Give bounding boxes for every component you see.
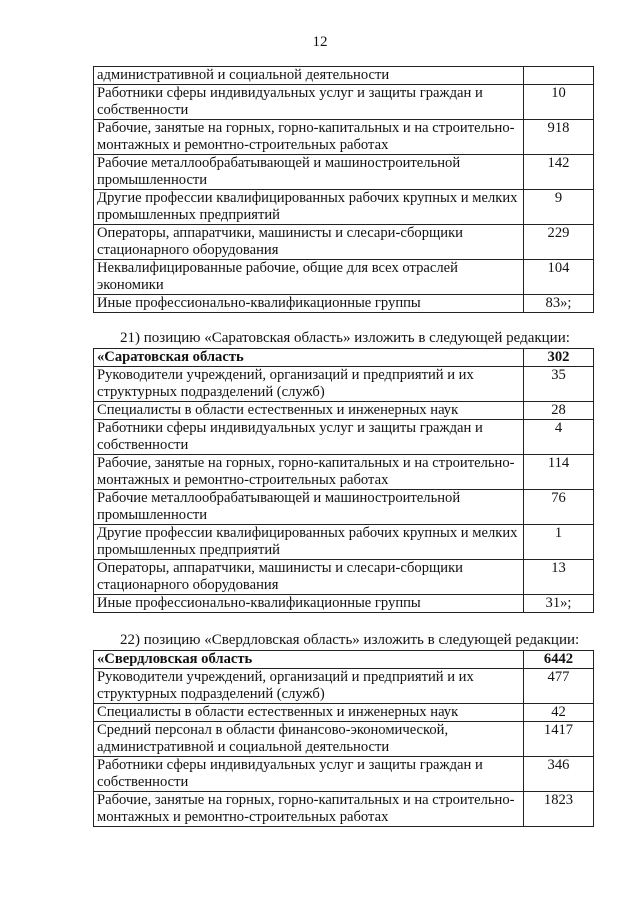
table-row (94, 704, 594, 722)
table-row (94, 757, 594, 792)
table-saratov (93, 348, 594, 613)
row-label: Работники сферы индивидуальных услуг и защиты граждан и собственности (94, 757, 524, 792)
row-value: 1 (524, 525, 594, 560)
row-value: 142 (524, 155, 594, 190)
row-label: Рабочие металлообрабатывающей и машиностроительной промышленности (94, 490, 524, 525)
paragraph-saratov-amendment: 21) позицию «Саратовская область» изложить в следующей редакции: (120, 330, 570, 346)
row-value: 9 (524, 190, 594, 225)
table-row (94, 155, 594, 190)
row-label: Руководители учреждений, организаций и предприятий и их структурных подразделений (служб) (94, 367, 524, 402)
row-label: Иные профессионально-квалификационные группы (94, 295, 524, 313)
region-total: 6442 (524, 651, 594, 669)
region-total: 302 (524, 349, 594, 367)
row-label: Иные профессионально-квалификационные группы (94, 595, 524, 613)
paragraph-sverdlovsk-amendment: 22) позицию «Свердловская область» изложить в следующей редакции: (120, 632, 580, 648)
row-value: 10 (524, 85, 594, 120)
row-label: Работники сферы индивидуальных услуг и защиты граждан и собственности (94, 85, 524, 120)
row-value: 28 (524, 402, 594, 420)
table-row (94, 85, 594, 120)
table-row (94, 669, 594, 704)
table-row (94, 420, 594, 455)
row-value: 42 (524, 704, 594, 722)
row-label: Работники сферы индивидуальных услуг и защиты граждан и собственности (94, 420, 524, 455)
row-label: Операторы, аппаратчики, машинисты и слесари-сборщики стационарного оборудования (94, 560, 524, 595)
row-value: 104 (524, 260, 594, 295)
row-value: 346 (524, 757, 594, 792)
page-number: 12 (312, 34, 328, 50)
table-row (94, 490, 594, 525)
table-row (94, 455, 594, 490)
row-label: Другие профессии квалифицированных рабочих крупных и мелких промышленных предприятий (94, 190, 524, 225)
row-value: 83»; (524, 295, 594, 313)
table-row (94, 67, 594, 85)
row-value (524, 67, 594, 85)
row-label: Неквалифицированные рабочие, общие для всех отраслей экономики (94, 260, 524, 295)
table-row (94, 525, 594, 560)
row-value: 13 (524, 560, 594, 595)
row-value: 1417 (524, 722, 594, 757)
table-row (94, 190, 594, 225)
table-row (94, 792, 594, 827)
row-value: 229 (524, 225, 594, 260)
row-value: 4 (524, 420, 594, 455)
table-row (94, 225, 594, 260)
row-value: 35 (524, 367, 594, 402)
row-label: Рабочие, занятые на горных, горно-капитальных и на строительно-монтажных и ремонтно-строительных работах (94, 120, 524, 155)
row-label: Специалисты в области естественных и инженерных наук (94, 704, 524, 722)
row-value: 31»; (524, 595, 594, 613)
row-label: Рабочие, занятые на горных, горно-капитальных и на строительно-монтажных и ремонтно-строительных работах (94, 792, 524, 827)
table-row (94, 120, 594, 155)
row-label: административной и социальной деятельности (94, 67, 524, 85)
row-value: 76 (524, 490, 594, 525)
table-row (94, 560, 594, 595)
region-name: «Свердловская область (94, 651, 524, 669)
table-row (94, 295, 594, 313)
table-continued (93, 66, 594, 313)
table-row (94, 367, 594, 402)
table-header-row (94, 349, 594, 367)
row-label: Руководители учреждений, организаций и предприятий и их структурных подразделений (служб) (94, 669, 524, 704)
row-label: Другие профессии квалифицированных рабочих крупных и мелких промышленных предприятий (94, 525, 524, 560)
row-label: Специалисты в области естественных и инженерных наук (94, 402, 524, 420)
table-row (94, 595, 594, 613)
row-label: Средний персонал в области финансово-экономической, административной и социальной деятельности (94, 722, 524, 757)
row-label: Операторы, аппаратчики, машинисты и слесари-сборщики стационарного оборудования (94, 225, 524, 260)
row-value: 918 (524, 120, 594, 155)
table-sverdlovsk (93, 650, 594, 827)
row-label: Рабочие металлообрабатывающей и машиностроительной промышленности (94, 155, 524, 190)
row-value: 114 (524, 455, 594, 490)
region-name: «Саратовская область (94, 349, 524, 367)
table-row (94, 722, 594, 757)
table-row (94, 402, 594, 420)
row-value: 477 (524, 669, 594, 704)
row-value: 1823 (524, 792, 594, 827)
table-row (94, 260, 594, 295)
row-label: Рабочие, занятые на горных, горно-капитальных и на строительно-монтажных и ремонтно-строительных работах (94, 455, 524, 490)
table-header-row (94, 651, 594, 669)
